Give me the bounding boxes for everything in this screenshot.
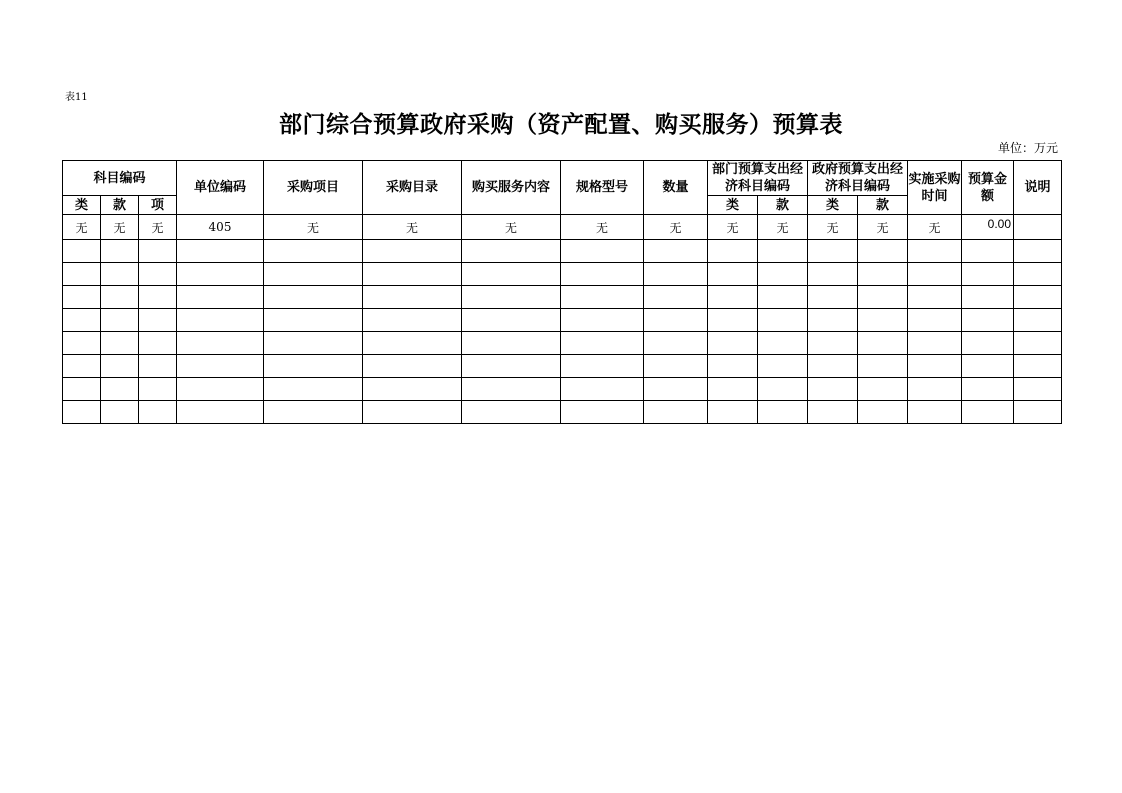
header-quantity: 数量 [644,161,708,215]
header-purchase-item: 采购项目 [264,161,363,215]
cell-kuan: 无 [101,215,139,240]
header-lei: 类 [63,196,101,215]
empty-row [63,286,1062,309]
cell-dept-kuan: 无 [758,215,808,240]
header-row-top [63,161,1062,196]
cell-impl-time: 无 [908,215,962,240]
empty-row [63,263,1062,286]
page-title: 部门综合预算政府采购（资产配置、购买服务）预算表 [279,112,843,138]
cell-purchase-catalog: 无 [363,215,462,240]
table-row [63,215,1062,240]
cell-xiang: 无 [139,215,177,240]
cell-unit-code: 405 [177,215,264,240]
header-amount: 预算金额 [962,161,1014,215]
empty-row [63,355,1062,378]
cell-spec-model: 无 [561,215,644,240]
header-kuan: 款 [101,196,139,215]
cell-dept-lei: 无 [708,215,758,240]
header-dept-kuan: 款 [758,196,808,215]
cell-gov-lei: 无 [808,215,858,240]
header-subject-code: 科目编码 [63,161,177,196]
header-gov-kuan: 款 [858,196,908,215]
empty-row [63,240,1062,263]
header-note: 说明 [1014,161,1062,215]
cell-quantity: 无 [644,215,708,240]
header-gov-lei: 类 [808,196,858,215]
header-impl-time: 实施采购时间 [908,161,962,215]
cell-purchase-item: 无 [264,215,363,240]
header-xiang: 项 [139,196,177,215]
header-purchase-catalog: 采购目录 [363,161,462,215]
empty-row [63,378,1062,401]
header-dept-econ-code: 部门预算支出经济科目编码 [708,161,808,196]
procurement-budget-table [62,160,1062,424]
empty-row [63,332,1062,355]
header-spec-model: 规格型号 [561,161,644,215]
cell-lei: 无 [63,215,101,240]
empty-row [63,309,1062,332]
header-service-content: 购买服务内容 [462,161,561,215]
cell-gov-kuan: 无 [858,215,908,240]
header-unit-code: 单位编码 [177,161,264,215]
table-number: 表11 [65,92,88,103]
cell-service-content: 无 [462,215,561,240]
unit-label: 单位：万元 [997,141,1058,155]
cell-amount: 0.00 [962,215,1014,240]
empty-row [63,401,1062,424]
header-dept-lei: 类 [708,196,758,215]
header-gov-econ-code: 政府预算支出经济科目编码 [808,161,908,196]
cell-note [1014,215,1062,240]
